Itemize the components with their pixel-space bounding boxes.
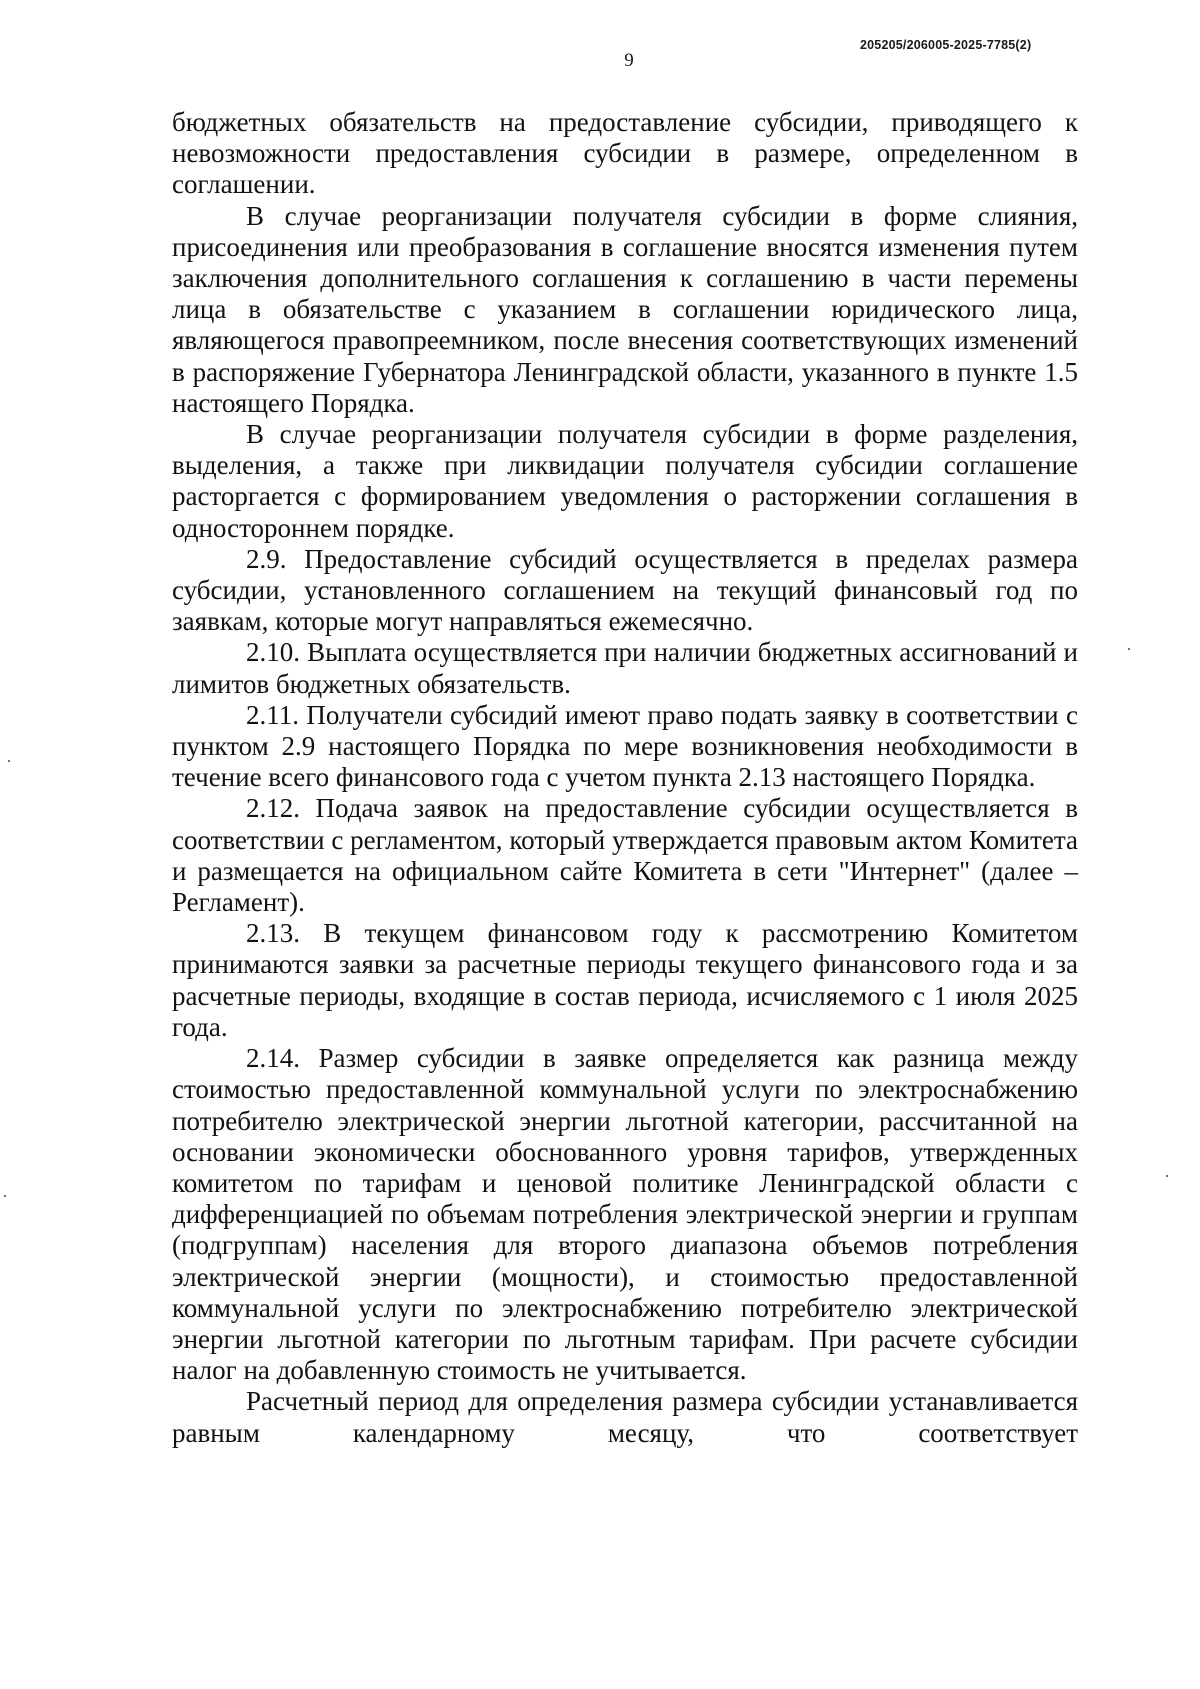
scan-speck bbox=[8, 760, 10, 762]
scan-speck bbox=[1128, 648, 1130, 650]
paragraph: 2.13. В текущем финансовом году к рассмотрению Комитетом принимаются заявки за расчетные периоды текущего финансового года и за расчетные периоды, входящие в состав периода, исчисляемого с 1 июля 2025 года. bbox=[172, 918, 1078, 1042]
paragraph: 2.12. Подача заявок на предоставление субсидии осуществляется в соответствии с регламентом, который утверждается правовым актом Комитета и размещается на официальном сайте Комитета в сети "Интернет" (далее – Регламент). bbox=[172, 793, 1078, 918]
paragraph: Расчетный период для определения размера субсидии устанавливается равным календарному месяцу, что соответствует bbox=[172, 1386, 1078, 1448]
paragraph: 2.11. Получатели субсидий имеют право подать заявку в соответствии с пунктом 2.9 настоящего Порядка по мере возникновения необходимости в течение всего финансового года с учетом пункта 2.13 настоящего Порядка. bbox=[172, 699, 1078, 793]
paragraph: В случае реорганизации получателя субсидии в форме слияния, присоединения или преобразования в соглашение вносятся изменения путем заключения дополнительного соглашения к соглашению в части перемены лица в обязательстве с указанием в соглашении юридического лица, являющегося правопреемником, после внесения соответствующих изменений в распоряжение Губернатора Ленинградской области, указанного в пункте 1.5 настоящего Порядка. bbox=[172, 200, 1078, 418]
paragraph: В случае реорганизации получателя субсидии в форме разделения, выделения, а также при ликвидации получателя субсидии соглашение расторгается с формированием уведомления о расторжении соглашения в одностороннем порядке. bbox=[172, 419, 1078, 543]
paragraph: 2.10. Выплата осуществляется при наличии бюджетных ассигнований и лимитов бюджетных обязательств. bbox=[172, 637, 1078, 699]
paragraph: 2.14. Размер субсидии в заявке определяется как разница между стоимостью предоставленной коммунальной услуги по электроснабжению потребителю электрической энергии льготной категории, рассчитанной на основании экономически обоснованного уровня тарифов, утвержденных комитетом по тарифам и ценовой политике Ленинградской области с дифференциацией по объемам потребления электрической энергии и группам (подгруппам) населения для второго диапазона объемов потребления электрической энергии (мощности), и стоимостью предоставленной коммунальной услуги по электроснабжению потребителю электрической энергии льготной категории по льготным тарифам. При расчете субсидии налог на добавленную стоимость не учитывается. bbox=[172, 1043, 1078, 1386]
document-body bbox=[172, 107, 1078, 1449]
document-id: 205205/206005-2025-7785(2) bbox=[860, 38, 1032, 52]
page-number: 9 bbox=[624, 50, 634, 71]
scan-speck bbox=[4, 1195, 6, 1197]
paragraph: 2.9. Предоставление субсидий осуществляется в пределах размера субсидии, установленного соглашением на текущий финансовый год по заявкам, которые могут направляться ежемесячно. bbox=[172, 543, 1078, 637]
paragraph: бюджетных обязательств на предоставление субсидии, приводящего к невозможности предоставления субсидии в размере, определенном в соглашении. bbox=[172, 107, 1078, 200]
scan-speck bbox=[1166, 1175, 1168, 1177]
